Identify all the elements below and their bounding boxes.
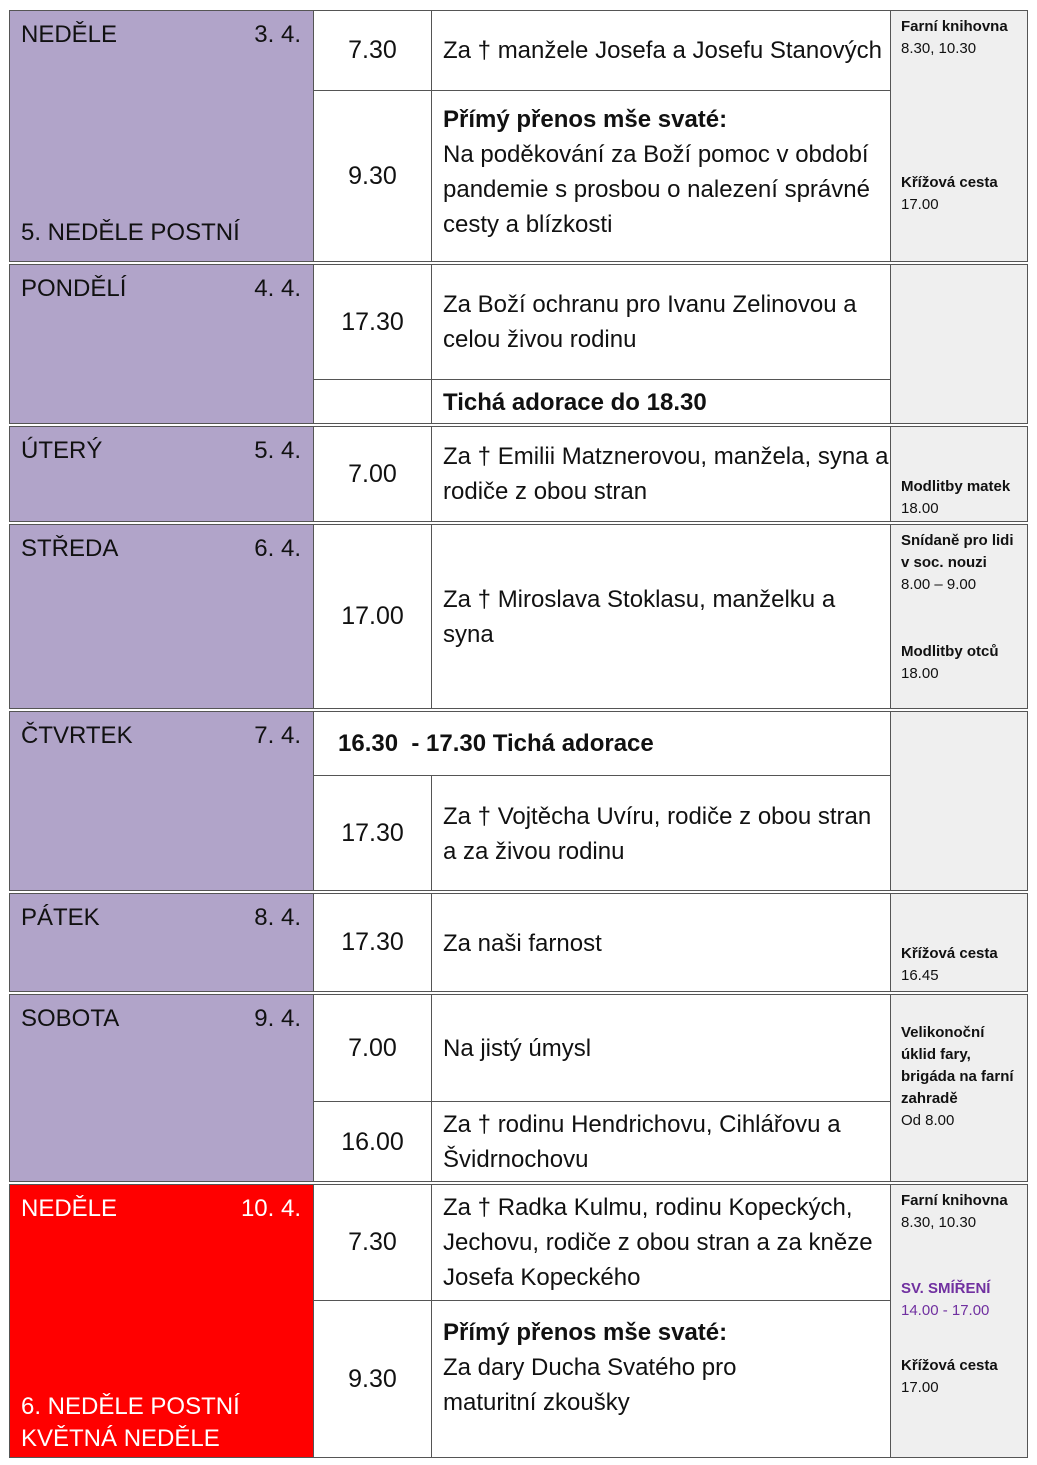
day-date: 10. 4. xyxy=(240,1195,301,1222)
day-date: 9. 4. xyxy=(254,1005,301,1032)
side-note-text: 8.00 – 9.00 xyxy=(901,576,977,593)
day-name: PONDĚLÍ xyxy=(21,275,127,302)
day-block-sunday-1 xyxy=(9,10,1028,262)
day-name: ÚTERÝ xyxy=(21,437,103,464)
mass-time: 7.30 xyxy=(314,1185,432,1300)
day-block-friday xyxy=(9,893,1028,992)
side-note-text: 18.00 xyxy=(901,665,939,682)
mass-intention: Za † Emilii Matznerovou, manžela, syna a rodiče z obou stran xyxy=(443,443,889,505)
mass-time: 7.30 xyxy=(314,11,432,90)
day-name: NEDĚLE xyxy=(21,1195,118,1222)
side-note-text: 18.00 xyxy=(901,500,939,517)
side-note xyxy=(901,172,998,216)
day-date: 4. 4. xyxy=(254,275,301,302)
day-header-cell xyxy=(10,427,314,521)
side-note-title: SV. SMÍŘENÍ xyxy=(901,1280,991,1297)
side-note-title: Modlitby matek xyxy=(901,478,1011,495)
day-name: NEDĚLE xyxy=(21,21,118,48)
side-notes-cell xyxy=(890,265,1027,423)
side-note-confession xyxy=(901,1278,990,1322)
side-notes-cell xyxy=(890,1185,1027,1457)
mass-intention: Za † rodinu Hendrichovu, Cihlářovu a Švidrnochovu xyxy=(443,1111,841,1173)
mass-time-empty xyxy=(314,380,432,424)
side-note-title: Křížová cesta xyxy=(901,1357,998,1374)
mass-intention: Za † Miroslava Stoklasu, manželku a syna xyxy=(443,585,836,648)
mass-time: 17.30 xyxy=(314,776,432,891)
adoration-text: 16.30 - 17.30 Tichá adorace xyxy=(338,730,654,757)
mass-intention: Za † manžele Josefa a Josefu Stanových xyxy=(443,37,882,64)
side-note xyxy=(901,530,1021,596)
day-header-cell xyxy=(10,894,314,991)
broadcast-heading: Přímý přenos mše svaté: xyxy=(443,106,728,133)
side-note-title: Farní knihovna xyxy=(901,18,1008,35)
side-note-title: Křížová cesta xyxy=(901,945,998,962)
day-header-cell xyxy=(10,11,314,261)
side-note-text: 8.30, 10.30 xyxy=(901,40,977,57)
day-block-wednesday xyxy=(9,524,1028,709)
side-notes-cell xyxy=(890,427,1027,521)
side-note-text: Od 8.00 xyxy=(901,1112,955,1129)
mass-intention: Za dary Ducha Svatého pro maturitní zkoušky xyxy=(443,1354,737,1416)
mass-time: 7.00 xyxy=(314,427,432,521)
side-note xyxy=(901,641,999,685)
day-date: 7. 4. xyxy=(254,722,301,749)
side-note xyxy=(901,16,1008,60)
liturgical-label: 6. NEDĚLE POSTNÍ xyxy=(21,1393,240,1420)
side-notes-cell xyxy=(890,712,1027,890)
side-note xyxy=(901,1022,1016,1132)
mass-intention: Na jistý úmysl xyxy=(443,1034,592,1062)
side-note xyxy=(901,1190,1008,1234)
side-note-title: Farní knihovna xyxy=(901,1192,1008,1209)
day-name: STŘEDA xyxy=(21,535,119,562)
side-note-text: 8.30, 10.30 xyxy=(901,1214,977,1231)
side-note-text: 17.00 xyxy=(901,196,939,213)
day-block-saturday xyxy=(9,994,1028,1182)
side-note xyxy=(901,943,998,987)
side-note-title: Velikonoční úklid fary, brigáda na farní zahradě xyxy=(901,1024,1014,1107)
side-note-text: 14.00 - 17.00 xyxy=(901,1302,990,1319)
day-name: PÁTEK xyxy=(21,904,100,931)
mass-intention: Za † Radka Kulmu, rodinu Kopeckých, Jechovu, rodiče z obou stran a za kněze Josefa Kopeckého xyxy=(443,1194,873,1291)
mass-time: 9.30 xyxy=(314,1301,432,1458)
day-header-cell xyxy=(10,525,314,708)
day-block-sunday-2 xyxy=(9,1184,1028,1458)
mass-intention: Za † Vojtěcha Uvíru, rodiče z obou stran a za živou rodinu xyxy=(443,802,872,865)
mass-time: 7.00 xyxy=(314,995,432,1101)
side-note xyxy=(901,1355,998,1399)
broadcast-heading: Přímý přenos mše svaté: xyxy=(443,1319,728,1346)
liturgical-label: 5. NEDĚLE POSTNÍ xyxy=(21,219,240,246)
day-date: 3. 4. xyxy=(254,21,301,48)
side-notes-cell xyxy=(890,995,1027,1181)
side-notes-cell xyxy=(890,894,1027,991)
day-block-tuesday xyxy=(9,426,1028,522)
day-date: 6. 4. xyxy=(254,535,301,562)
side-note-title: Křížová cesta xyxy=(901,174,998,191)
mass-time: 17.00 xyxy=(314,525,432,708)
day-header-cell xyxy=(10,995,314,1181)
day-header-cell xyxy=(10,1185,314,1457)
day-date: 8. 4. xyxy=(254,904,301,931)
mass-intention: Za Boží ochranu pro Ivanu Zelinovou a celou živou rodinu xyxy=(443,291,857,353)
side-notes-cell xyxy=(890,525,1027,708)
day-header-cell xyxy=(10,265,314,423)
mass-intention: Na poděkování za Boží pomoc v období pandemie s prosbou o nalezení správné cesty a blízkosti xyxy=(443,141,870,238)
day-date: 5. 4. xyxy=(254,437,301,464)
mass-intention: Za naši farnost xyxy=(443,930,602,957)
side-note-title: Modlitby otců xyxy=(901,643,999,660)
side-note-title: Snídaně pro lidi v soc. nouzi xyxy=(901,532,1014,571)
day-name: SOBOTA xyxy=(21,1005,120,1032)
side-note-text: 16.45 xyxy=(901,967,939,984)
side-note xyxy=(901,476,1010,520)
adoration-text: Tichá adorace do 18.30 xyxy=(443,388,707,416)
mass-time: 17.30 xyxy=(314,265,432,379)
day-header-cell xyxy=(10,712,314,890)
mass-time: 16.00 xyxy=(314,1102,432,1182)
mass-time: 17.30 xyxy=(314,894,432,991)
day-name: ČTVRTEK xyxy=(21,722,133,749)
day-block-thursday xyxy=(9,711,1028,891)
side-note-text: 17.00 xyxy=(901,1379,939,1396)
liturgical-label-2: KVĚTNÁ NEDĚLE xyxy=(21,1425,220,1452)
mass-time: 9.30 xyxy=(314,91,432,262)
mass-intention-block xyxy=(433,91,891,262)
mass-intention-block xyxy=(433,1301,891,1458)
side-notes-cell xyxy=(890,11,1027,261)
day-block-monday xyxy=(9,264,1028,424)
